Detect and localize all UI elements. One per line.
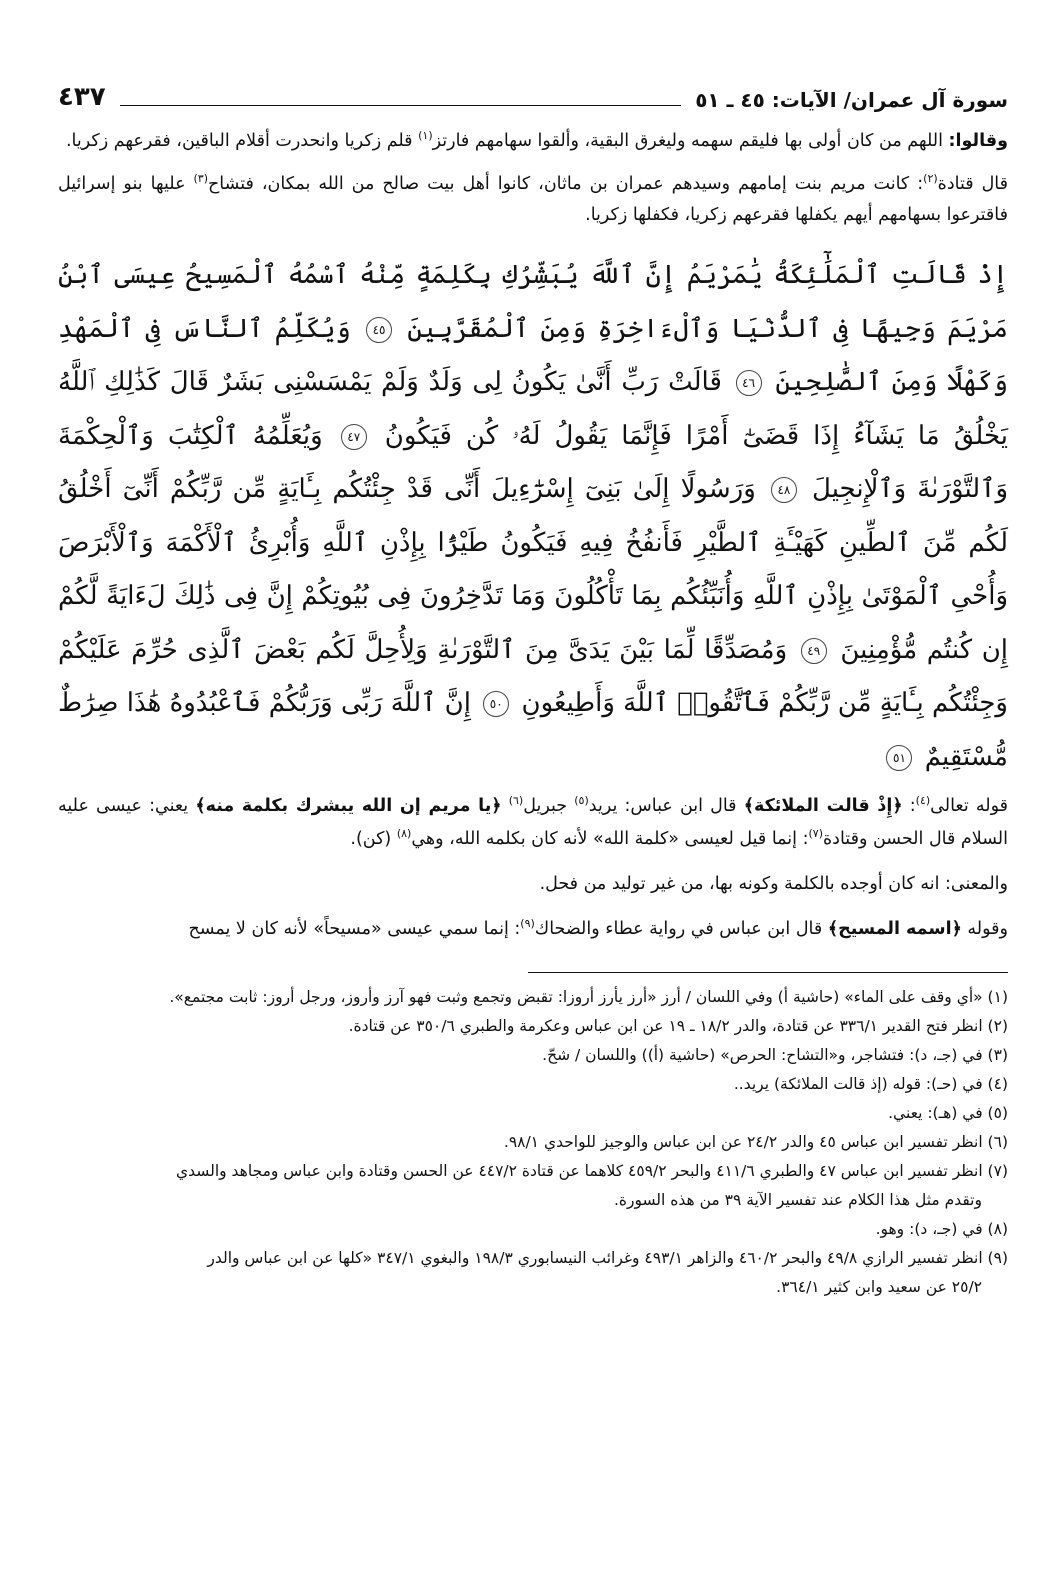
comment1-i: : إنما قيل لعيسى «كلمة الله» لأنه كان بكلمه الله، وهي bbox=[411, 829, 809, 849]
footnotes bbox=[58, 983, 1008, 1302]
verse-45: إِذْ قَالَتِ ٱلْمَلَٰٓئِكَةُ يَٰمَرْيَمُ إِنَّ ٱللَّهَ يُبَشِّرُكِ بِكَلِمَةٍ مِّنْهُ ٱسْمُهُ ٱلْمَسِيحُ عِيسَى ٱبْنُ مَرْيَمَ وَجِيهًا فِى ٱلدُّنْيَا وَٱلْءَاخِرَةِ وَمِنَ ٱلْمُقَرَّبِينَ bbox=[58, 260, 1009, 344]
footnote-ref-8[interactable]: (٨) bbox=[396, 827, 412, 841]
comment1-d: قال ابن عباس: يريد bbox=[588, 796, 744, 816]
verse-49: وَرَسُولًا إِلَىٰ بَنِىٓ إِسْرَٰٓءِيلَ أَنِّى قَدْ جِئْتُكُم بِـَٔايَةٍ مِّن رَّبِّكُمْ أَنِّىٓ أَخْلُقُ لَكُم مِّنَ ٱلطِّينِ كَهَيْـَٔةِ ٱلطَّيْرِ فَأَنفُخُ فِيهِ فَيَكُونُ طَيْرًۢا بِإِذْنِ ٱللَّهِ وَأُبْرِئُ ٱلْأَكْمَهَ وَٱلْأَبْرَصَ وَأُحْىِ ٱلْمَوْتَىٰ بِإِذْنِ ٱللَّهِ وَأُنَبِّئُكُم بِمَا تَأْكُلُونَ وَمَا تَدَّخِرُونَ فِى بُيُوتِكُمْ إِنَّ فِى ذَٰلِكَ لَءَايَةً لَّكُمْ إِن كُنتُم مُّؤْمِنِينَ bbox=[58, 474, 1009, 665]
comment3-a: وقوله bbox=[961, 919, 1008, 939]
running-header bbox=[58, 78, 1008, 112]
commentary bbox=[58, 790, 1008, 946]
footnote-9: (٩) انظر تفسير الرازي ٤٩/٨ والبحر ٤٦٠/٢ والزاهر ٤٩٣/١ وغرائب النيسابوري ١٩٨/٣ والبغوي ٣٤٧/١ «كلها عن ابن عباس والدر bbox=[207, 1249, 1008, 1267]
footnote-9-continued: ٢٥/٢ عن سعيد وابن كثير ٣٦٤/١. bbox=[776, 1278, 982, 1296]
para2-lead: قال قتادة bbox=[937, 174, 1008, 194]
ayah-marker-51: ٥١ bbox=[886, 745, 912, 771]
comment1-b: : bbox=[902, 796, 916, 816]
comment1-j: (كن). bbox=[350, 829, 397, 849]
footnote-2: (٢) انظر فتح القدير ٣٣٦/١ عن قتادة، والدر ١٨/٢ ـ ١٩ عن ابن عباس وعكرمة والطبري ٣٥٠/٦ عن قتادة. bbox=[348, 1017, 1008, 1035]
verse-47: قَالَتْ رَبِّ أَنَّىٰ يَكُونُ لِى وَلَدٌ وَلَمْ يَمْسَسْنِى بَشَرٌ قَالَ كَذَٰلِكِ ٱللَّهُ يَخْلُقُ مَا يَشَآءُ إِذَا قَضَىٰٓ أَمْرًا فَإِنَّمَا يَقُولُ لَهُۥ كُن فَيَكُونُ bbox=[58, 367, 1009, 451]
page-number: ٤٣٧ bbox=[58, 82, 106, 112]
footnote-7: (٧) انظر تفسير ابن عباس ٤٧ والطبري ٤١١/٦ والبحر ٤٥٩/٢ كلاهما عن قتادة ٤٤٧/٢ عن الحسن وقتادة وابن عباس ومجاهد والسدي bbox=[176, 1162, 1008, 1180]
commentary-paragraph-1 bbox=[58, 790, 1008, 856]
footnote-5: (٥) في (هـ): يعني. bbox=[888, 1104, 1008, 1122]
para2-text-a: : كانت مريم بنت إمامهم وسيدهم عمران بن ماثان، كانوا أهل بيت صالح من الله بمكان، فتشاح bbox=[208, 174, 924, 194]
ayah-marker-49: ٤٩ bbox=[801, 638, 827, 664]
paragraph-1 bbox=[58, 126, 1008, 157]
comment1-e: جبريل bbox=[523, 796, 575, 816]
quoted-verse-1: ﴿إِذْ قالت الملائكة﴾ bbox=[743, 796, 903, 816]
commentary-paragraph-2: والمعنى: انه كان أوجده بالكلمة وكونه بها، من غير توليد من فحل. bbox=[539, 874, 1008, 894]
comment1-a: قوله تعالى bbox=[930, 796, 1008, 816]
commentary-paragraph-3 bbox=[58, 913, 1008, 946]
footnote-6: (٦) انظر تفسير ابن عباس ٤٥ والدر ٢٤/٢ عن ابن عباس والوجيز للواحدي ٩٨/١. bbox=[503, 1133, 1008, 1151]
ayah-marker-48: ٤٨ bbox=[771, 477, 797, 503]
para1-lead: وقالوا: bbox=[948, 131, 1008, 151]
verse-48: وَيُعَلِّمُهُ ٱلْكِتَٰبَ وَٱلْحِكْمَةَ وَٱلتَّوْرَىٰةَ وَٱلْإِنجِيلَ bbox=[58, 420, 1009, 504]
footnote-8: (٨) في (جـ، د): وهو. bbox=[875, 1220, 1008, 1238]
quoted-verse-2: ﴿يا مريم إن الله يبشرك بكلمة منه﴾ bbox=[195, 796, 502, 816]
ayah-marker-47: ٤٧ bbox=[341, 424, 367, 450]
paragraph-2 bbox=[58, 169, 1008, 231]
footnote-3: (٣) في (جـ، د): فتشاجر، و«التشاح: الحرص» (حاشية (أ)) واللسان / شحّ. bbox=[542, 1046, 1008, 1064]
para2-text-b: عليها بنو إسرائيل فاقترعوا بسهامهم أيهم يكفلها فقرعهم زكريا، فكفلها زكريا. bbox=[58, 174, 1008, 225]
footnote-ref-6[interactable]: (٦) bbox=[508, 794, 524, 808]
footnote-ref-7[interactable]: (٧) bbox=[808, 827, 823, 841]
para1-text-b: قلم زكريا وانحدرت أقلام الباقين، فقرعهم زكريا. bbox=[65, 131, 419, 151]
comment1-f bbox=[502, 796, 509, 816]
footnote-ref-4[interactable]: (٤) bbox=[915, 794, 931, 808]
footnote-ref-9[interactable]: (٩) bbox=[520, 917, 535, 931]
footnote-ref-5[interactable]: (٥) bbox=[574, 794, 589, 808]
footnote-4: (٤) في (حـ): قوله (إذ قالت الملائكة) يريد.. bbox=[733, 1075, 1008, 1093]
verse-46: وَيُكَلِّمُ ٱلنَّاسَ فِى ٱلْمَهْدِ وَكَهْلًا وَمِنَ ٱلصَّٰلِحِينَ bbox=[58, 313, 1009, 397]
ayah-marker-46: ٤٦ bbox=[736, 370, 762, 396]
verse-51: إِنَّ ٱللَّهَ رَبِّى وَرَبُّكُمْ فَٱعْبُدُوهُ هَٰذَا صِرَٰطٌ مُّسْتَقِيمٌ bbox=[58, 688, 1008, 772]
verse-50: وَمُصَدِّقًا لِّمَا بَيْنَ يَدَىَّ مِنَ ٱلتَّوْرَىٰةِ وَلِأُحِلَّ لَكُم بَعْضَ ٱلَّذِى حُرِّمَ عَلَيْكُمْ وَجِئْتُكُم بِـَٔايَةٍ مِّن رَّبِّكُمْ فَٱتَّقُوا۟ ٱللَّهَ وَأَطِيعُونِ bbox=[58, 634, 1008, 718]
comment1-h: يعني: عيسى عليه السلام قال الحسن وقتادة bbox=[58, 796, 1008, 849]
book-page bbox=[58, 78, 1008, 1548]
surah-title: سورة آل عمران/ الآيات: ٤٥ ـ ٥١ bbox=[695, 88, 1008, 112]
quran-verses bbox=[58, 249, 1008, 784]
footnote-ref-1[interactable]: (١) bbox=[418, 129, 433, 143]
ayah-marker-50: ٥٠ bbox=[483, 691, 509, 717]
para1-text-a: اللهم من كان أولى بها فليقم سهمه وليغرق البقية، وألقوا سهامهم فارتز bbox=[432, 131, 949, 151]
footnote-7-continued: وتقدم مثل هذا الكلام عند تفسير الآية ٣٩ من هذه السورة. bbox=[613, 1191, 982, 1209]
footnote-ref-2[interactable]: (٢) bbox=[923, 172, 938, 186]
header-rule bbox=[120, 105, 682, 106]
ayah-marker-45: ٤٥ bbox=[366, 317, 392, 343]
comment3-d: : إنما سمي عيسى «مسيحاً» لأنه كان لا يمسح bbox=[188, 919, 521, 939]
footnote-ref-3[interactable]: (٣) bbox=[193, 172, 208, 186]
footnote-separator bbox=[528, 972, 1008, 973]
footnote-1: (١) «أي وقف على الماء» (حاشية أ) وفي اللسان / أرز «أرز يأرز أروزا: تقبض وتجمع وثبت فهو آرز وأروز، ورجل أروز: ثابت مجتمع». bbox=[169, 988, 1008, 1006]
quoted-verse-3: ﴿اسمه المسيح﴾ bbox=[827, 919, 962, 939]
comment3-c: قال ابن عباس في رواية عطاء والضحاك bbox=[534, 919, 828, 939]
